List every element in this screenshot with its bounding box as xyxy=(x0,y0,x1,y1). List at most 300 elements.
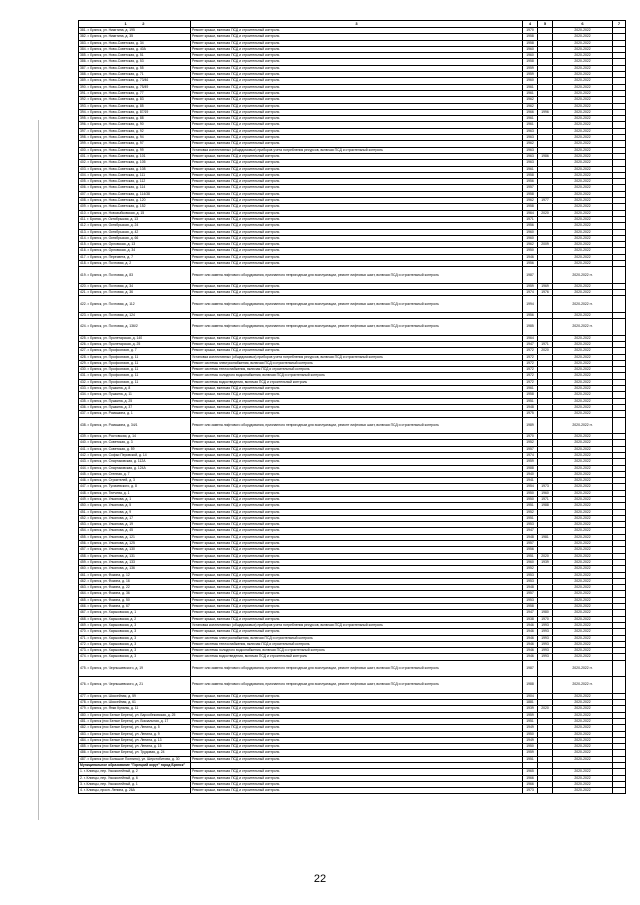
row-year-built: 1951 xyxy=(523,515,538,521)
row-work-type: Ремонт крыши, включая ПСД и строительный контроль xyxy=(191,283,523,289)
row-work-type: Ремонт крыши, включая ПСД и строительный контроль xyxy=(191,465,523,471)
row-year-built: 1951 xyxy=(523,718,538,724)
row-year-built: 1973 xyxy=(523,788,538,794)
row-period: 2020-2022 гг. xyxy=(553,417,613,434)
row-address: г. Брянск, ул. Ново-Советская, д. 34 xyxy=(87,40,144,45)
row-period: 2020-2022 xyxy=(553,379,613,385)
row-year-built: 1950 xyxy=(523,744,538,750)
row-work-type: Ремонт крыши, включая ПСД и строительный контроль xyxy=(191,40,523,46)
row-year-renovated: 1973 xyxy=(538,484,553,490)
row-period: 2020-2022 xyxy=(553,446,613,452)
row-year-built: 1962 xyxy=(523,97,538,103)
row-year-built: 1961 xyxy=(523,116,538,122)
row-number: 393. xyxy=(80,103,87,108)
row-year-built: 1989 xyxy=(523,417,538,434)
row-address: г. Брянск (пос Белые Берега), ул. Вокзальная, д. 17 xyxy=(87,718,169,723)
row-year-renovated: 1988 xyxy=(538,503,553,509)
row-year-renovated xyxy=(538,296,553,313)
row-period: 2020-2022 xyxy=(553,515,613,521)
row-work-type: Ремонт крыши, включая ПСД и строительный контроль xyxy=(191,103,523,109)
row-period: 2020-2022 xyxy=(553,404,613,410)
row-number: 458. xyxy=(80,553,87,558)
row-work-type: Ремонт крыши, включая ПСД и строительный контроль xyxy=(191,210,523,216)
row-period: 2020-2022 xyxy=(553,179,613,185)
row-address: г. Брянск, ул. Почтовая, д. 83 xyxy=(87,272,134,277)
row-work-type: Ремонт крыши, включая ПСД и строительный контроль xyxy=(191,591,523,597)
row-address: г. Брянск, ул. Октябрьская, д. 66 xyxy=(87,235,139,240)
row-address: г. Брянск, ул. Фокина, д. 12 xyxy=(87,572,130,577)
row-year-built: 1988 xyxy=(523,465,538,471)
row-work-type: Ремонт крыши, включая ПСД и строительный контроль xyxy=(191,141,523,147)
row-number: 2. xyxy=(80,775,83,780)
row-address: г. Брянск, ул. Почтовая, д. 34 xyxy=(87,283,134,288)
row-address: г. Брянск, ул. Ново-Советская, д. 112 xyxy=(87,179,146,184)
row-number: 485. xyxy=(80,744,87,749)
row-address: г. Брянск, ул. Ульянова, д. 9 xyxy=(87,509,132,514)
row-work-type: Ремонт крыши, включая ПСД и строительный контроль xyxy=(191,597,523,603)
row-address: г. Брянск, ул. Софьи Перовской, д. 14 xyxy=(87,452,147,457)
row-number: 3. xyxy=(80,781,83,786)
row-number: 394. xyxy=(80,109,87,114)
row-year-renovated xyxy=(538,788,553,794)
row-period: 2020-2022 xyxy=(553,141,613,147)
row-year-renovated: 1993 xyxy=(538,635,553,641)
row-number: 431. xyxy=(80,373,87,378)
row-number-address xyxy=(79,762,191,768)
row-year-built: 1941 xyxy=(523,478,538,484)
row-period: 2020-2022 xyxy=(553,700,613,706)
row-address: г. Брянск, ул. Ново-Советская, д. 88 xyxy=(87,116,144,121)
row-number: 423. xyxy=(80,312,87,317)
row-address: г. Брянск, ул. Ульянова, д. 19 xyxy=(87,522,134,527)
row-address: г. Брянск, ул. Спартаковская, д. 124А xyxy=(87,465,146,470)
row-number-address xyxy=(79,677,191,694)
row-work-type: Ремонт крыши, включая ПСД и строительный контроль xyxy=(191,534,523,540)
row-number: 457. xyxy=(80,547,87,552)
row-year-built: 1974 xyxy=(523,452,538,458)
row-work-type: Ремонт крыши, включая ПСД и строительный контроль xyxy=(191,235,523,241)
row-number: 477. xyxy=(80,693,87,698)
row-number: 481. xyxy=(80,718,87,723)
row-address: г. Брянск, ул. Ново-Советская, д. 111 xyxy=(87,172,145,177)
row-work-type: Ремонт крыши, включая ПСД и строительный контроль xyxy=(191,434,523,440)
row-address: г. Брянск, ул. Ново-Советская, д. 105 xyxy=(87,160,146,165)
row-year-built: 1956 xyxy=(523,547,538,553)
row-number: 417. xyxy=(80,254,87,259)
row-work-type: Ремонт крыши, включая ПСД и строительный контроль xyxy=(191,254,523,260)
row-period: 2020-2022 xyxy=(553,440,613,446)
row-year-built: 1958 xyxy=(523,604,538,610)
row-period: 2020-2022 xyxy=(553,229,613,235)
row-year-renovated: 1969 xyxy=(538,283,553,289)
row-period: 2020-2022 xyxy=(553,478,613,484)
row-number: 388. xyxy=(80,72,87,77)
row-work-type: Ремонт крыши, включая ПСД и строительный контроль xyxy=(191,471,523,477)
row-period: 2020-2022 xyxy=(553,373,613,379)
row-period: 2020-2022 xyxy=(553,604,613,610)
row-period: 2020-2022 xyxy=(553,172,613,178)
row-year-built: 1960 xyxy=(523,53,538,59)
row-work-type: Ремонт крыши, включая ПСД и строительный контроль xyxy=(191,204,523,210)
row-year-built: 1939 xyxy=(523,706,538,712)
row-work-type: Ремонт крыши, включая ПСД и строительный контроль xyxy=(191,84,523,90)
row-year-built: 1994 xyxy=(523,296,538,313)
row-number: 460. xyxy=(80,566,87,571)
row-work-type: Установка коллективных (общедомовых) приборов учета потребления ресурсов, включая ПСД и строительный контроль xyxy=(191,147,523,153)
row-address: г. Брянск (пос Большое Полпино), ул. Шерстобитова, д. 30 xyxy=(87,756,180,761)
row-work-type: Ремонт крыши, включая ПСД и строительный контроль xyxy=(191,528,523,534)
row-work-type: Ремонт крыши, включая ПСД и строительный контроль xyxy=(191,90,523,96)
row-year-renovated xyxy=(538,660,553,677)
row-number: 391. xyxy=(80,90,87,95)
row-period: 2020-2022 xyxy=(553,147,613,153)
row-number: 432. xyxy=(80,379,87,384)
row-number: 455. xyxy=(80,534,87,539)
row-year-built: 1951 xyxy=(523,398,538,404)
row-period: 2020-2022 xyxy=(553,109,613,115)
row-work-type: Ремонт крыши, включая ПСД и строительный контроль xyxy=(191,706,523,712)
row-number: 461. xyxy=(80,572,87,577)
row-period: 2020-2022 xyxy=(553,312,613,318)
row-work-type: Ремонт крыши, включая ПСД и строительный контроль xyxy=(191,553,523,559)
row-period: 2020-2022 xyxy=(553,335,613,341)
row-period: 2020-2022 xyxy=(553,34,613,40)
row-year-built: 1959 xyxy=(523,712,538,718)
row-period: 2020-2022 xyxy=(553,610,613,616)
row-address: г. Брянск, ул. Ново-Советская, д. 51 xyxy=(87,53,144,58)
row-number: 4. xyxy=(80,788,83,793)
row-address: г. Брянск, ул. Пушкина, д. 37 xyxy=(87,404,133,409)
row-work-type: Ремонт крыши, включая ПСД и строительный контроль xyxy=(191,440,523,446)
row-address: г. Брянск, ул. Янки Купалы, д. 11 xyxy=(87,706,139,711)
row-year-renovated xyxy=(538,417,553,434)
row-number: 426. xyxy=(80,341,87,346)
row-work-type: Ремонт крыши, включая ПСД и строительный контроль xyxy=(191,223,523,229)
row-extra xyxy=(613,319,626,336)
row-period: 2020-2022 xyxy=(553,254,613,260)
row-address: г. Брянск, ул. Профсоюзов, д. 11 xyxy=(87,373,139,378)
row-address: г. Брянск, ул. Профсоюзов, д. 11 xyxy=(87,379,139,384)
row-number: 408. xyxy=(80,198,87,203)
row-address: г. Брянск, ул. Ульянова, д. 45 xyxy=(87,528,134,533)
row-year-built: 1953 xyxy=(523,578,538,584)
row-year-renovated: 1960 xyxy=(538,490,553,496)
table-row xyxy=(79,267,626,284)
row-extra xyxy=(613,660,626,677)
row-work-type: Ремонт крыши, включая ПСД и строительный контроль xyxy=(191,515,523,521)
row-period: 2020-2022 xyxy=(553,547,613,553)
row-year-built: 1987 xyxy=(523,267,538,284)
row-work-type: Ремонт системы электроснабжения, включая ПСД и строительный контроль xyxy=(191,360,523,366)
col-header-work: 3 xyxy=(191,21,523,28)
row-year-built: 1951 xyxy=(523,553,538,559)
row-year-built: 1948 xyxy=(523,534,538,540)
row-work-type: Установка коллективных (общедомовых) приборов учета потребления ресурсов, включая ПСД и строительный контроль xyxy=(191,354,523,360)
row-address: г. Брянск, ул. Ульянова, д. 133 xyxy=(87,559,135,564)
row-period: 2020-2022 xyxy=(553,712,613,718)
row-work-type: Ремонт крыши, включая ПСД и строительный контроль xyxy=(191,629,523,635)
row-extra xyxy=(613,296,626,313)
row-year-built: 1956 xyxy=(523,312,538,318)
row-year-built: 1956 xyxy=(523,179,538,185)
row-year-built: 1958 xyxy=(523,392,538,398)
row-address: г. Брянск, ул. Ново-Советская, д. 73/46 xyxy=(87,78,149,83)
row-period: 2020-2022 xyxy=(553,706,613,712)
row-work-type: Ремонт крыши, включая ПСД и строительный контроль xyxy=(191,179,523,185)
row-year-built: 1972 xyxy=(523,379,538,385)
row-address: г. Брянск, ул. Ново-Советская, д. 53 xyxy=(87,59,144,64)
row-address: г. Брянск, ул. Харьковская, д. 3 xyxy=(87,629,137,634)
row-number: 404. xyxy=(80,172,87,177)
row-work-type: Ремонт крыши, включая ПСД и строительный контроль xyxy=(191,153,523,159)
row-year-built: 1951 xyxy=(523,503,538,509)
row-number: 415. xyxy=(80,242,87,247)
row-year-built: 1961 xyxy=(523,122,538,128)
row-address: г. Брянск (пос Белые Берега), ул. Трудовая, д. 24 xyxy=(87,750,165,755)
row-year-built: 1966 xyxy=(523,109,538,115)
row-address: г. Брянск, ул. Ново-Советская, д. 101 xyxy=(87,153,146,158)
row-address: Муниципальное образование "Горецкий округ" город Брянск" xyxy=(80,762,186,767)
row-year-built: 1974 xyxy=(523,290,538,296)
row-year-built: 1957 xyxy=(523,591,538,597)
row-period: 2020-2022 xyxy=(553,490,613,496)
row-address: г. Брянск, ул. Ново-Советская, д. 77 xyxy=(87,90,144,95)
row-year-built: 1963 xyxy=(523,160,538,166)
margin-line xyxy=(38,120,39,820)
row-address: г. Брянск, ул. Ромашина, д. 34/1 xyxy=(87,422,138,427)
row-year-built: 1961 xyxy=(523,166,538,172)
row-year-built: 1972 xyxy=(523,373,538,379)
row-year-built: 1959 xyxy=(523,65,538,71)
row-year-built: 1963 xyxy=(523,147,538,153)
column-header-row xyxy=(79,21,626,28)
row-address: г. Брянск, ул. Строителей, д. 3 xyxy=(87,478,135,483)
row-year-renovated: 1993 xyxy=(538,648,553,654)
row-period: 2020-2022 xyxy=(553,72,613,78)
row-period: 2020-2022 xyxy=(553,654,613,660)
row-address: г. Брянск, ул. Ульянова, д. 130 xyxy=(87,547,135,552)
row-year-built: 1960 xyxy=(523,78,538,84)
row-number: 472. xyxy=(80,641,87,646)
row-address: г. Брянск, ул. Ново-Советская, д. 97 xyxy=(87,141,144,146)
row-period: 2020-2022 гг. xyxy=(553,296,613,313)
row-year-built: 1953 xyxy=(523,522,538,528)
row-address: г. Брянск, ул. Никитина, д. 35 xyxy=(87,34,134,39)
row-work-type: Ремонт системы холодного водоснабжения, включая ПСД и строительный контроль xyxy=(191,648,523,654)
col-header-address: 1 2 xyxy=(79,21,191,28)
row-year-renovated: 2020 xyxy=(538,553,553,559)
row-address: г. Брянск, ул. Профсоюзов, д. 7 xyxy=(87,348,137,353)
row-work-type: Ремонт или замена лифтового оборудования, признанного непригодным для эксплуатации, ремонт лифтовых шахт, включая ПСД и строительный контроль xyxy=(191,267,523,284)
row-work-type: Ремонт крыши, включая ПСД и строительный контроль xyxy=(191,459,523,465)
row-period: 2020-2022 xyxy=(553,553,613,559)
row-period: 2020-2022 xyxy=(553,46,613,52)
row-work-type: Ремонт крыши, включая ПСД и строительный контроль xyxy=(191,604,523,610)
row-number: 416. xyxy=(80,248,87,253)
row-work-type: Ремонт крыши, включая ПСД и строительный контроль xyxy=(191,28,523,34)
row-address: г. Брянск, ул. Пушкина, д. 8 xyxy=(87,386,131,391)
row-address: г. Брянск, ул. Ново-Советская, д. 87/19 xyxy=(87,109,149,114)
row-work-type: Ремонт крыши, включая ПСД и строительный контроль xyxy=(191,559,523,565)
row-work-type: Ремонт крыши, включая ПСД и строительный контроль xyxy=(191,503,523,509)
row-year-built: 1963 xyxy=(523,153,538,159)
row-number: 462. xyxy=(80,578,87,583)
row-period: 2020-2022 xyxy=(553,648,613,654)
row-address: г. Брянск, ул. Почтовая, д. 124 xyxy=(87,312,135,317)
row-address: г. Брянск (пос Белые Берега), ул. Ленина, д. 13 xyxy=(87,737,162,742)
row-period: 2020-2022 xyxy=(553,103,613,109)
row-year-built: 1948 xyxy=(523,404,538,410)
row-year-built: 1958 xyxy=(523,34,538,40)
row-year-built: 1958 xyxy=(523,40,538,46)
row-number: 473. xyxy=(80,648,87,653)
row-year-built: 1962 xyxy=(523,103,538,109)
row-period: 2020-2022 xyxy=(553,484,613,490)
row-number-address xyxy=(79,756,191,762)
row-year-built: 1958 xyxy=(523,191,538,197)
table-row xyxy=(79,319,626,336)
row-number: 486. xyxy=(80,750,87,755)
row-year-renovated: 1971 xyxy=(538,497,553,503)
row-work-type: Ремонт крыши, включая ПСД и строительный контроль xyxy=(191,404,523,410)
row-address: г. Брянск, ул. Почтовая, д. 2 xyxy=(87,260,132,265)
row-number: 480. xyxy=(80,712,87,717)
row-address: г. Брянск, ул. Ромашина, д. 1 xyxy=(87,411,133,416)
row-work-type: Ремонт крыши, включая ПСД и строительный контроль xyxy=(191,122,523,128)
row-work-type: Ремонт или замена лифтового оборудования, признанного непригодным для эксплуатации, ремонт лифтовых шахт, включая ПСД и строительный контроль xyxy=(191,660,523,677)
row-number: 482. xyxy=(80,725,87,730)
row-address: г. Брянск, ул. Ульянова, д. 1 xyxy=(87,497,132,501)
row-address: г. Брянск, ул. Профсоюзов, д. 11 xyxy=(87,360,139,365)
row-address: г. Брянск, ул. Профсоюзов, д. 11 xyxy=(87,367,139,372)
row-address: г. Брянск, ул. Советская, д. 59 xyxy=(87,446,135,451)
row-year-built: 1956 xyxy=(523,223,538,229)
row-work-type: Ремонт крыши, включая ПСД и строительный контроль xyxy=(191,198,523,204)
row-address: г. Брянск, ул. Почтовая, д. 112 xyxy=(87,301,135,306)
row-period: 2020-2022 xyxy=(553,725,613,731)
row-period: 2020-2022 xyxy=(553,185,613,191)
row-work-type: Ремонт крыши, включая ПСД и строительный контроль xyxy=(191,750,523,756)
row-work-type: Ремонт системы электроснабжения, включая ПСД и строительный контроль xyxy=(191,635,523,641)
row-work-type: Ремонт крыши, включая ПСД и строительный контроль xyxy=(191,737,523,743)
row-address: г. Брянск, ул. Ново-Советская, д. 108 xyxy=(87,166,146,171)
row-number: 403. xyxy=(80,166,87,171)
row-number: 449. xyxy=(80,497,87,501)
row-year-built: 1966 xyxy=(523,775,538,781)
row-year-built: 1957 xyxy=(523,541,538,547)
row-year-built: 1946 xyxy=(523,622,538,628)
row-year-built: 1971 xyxy=(523,216,538,222)
row-period: 2020-2022 xyxy=(553,452,613,458)
row-year-built: 1881 xyxy=(523,700,538,706)
row-period: 2020-2022 xyxy=(553,90,613,96)
row-work-type: Ремонт крыши, включая ПСД и строительный контроль xyxy=(191,166,523,172)
row-year-built: 1972 xyxy=(523,354,538,360)
row-work-type: Ремонт крыши, включая ПСД и строительный контроль xyxy=(191,411,523,417)
row-work-type: Ремонт системы теплоснабжения, включая ПСД и строительный контроль xyxy=(191,641,523,647)
row-number: 447. xyxy=(80,484,87,489)
row-number-address xyxy=(79,267,191,284)
row-year-built: 1959 xyxy=(523,283,538,289)
row-number-address xyxy=(79,417,191,434)
row-year-built: 1963 xyxy=(523,135,538,141)
row-number: 439. xyxy=(80,434,87,439)
row-period: 2020-2022 гг. xyxy=(553,319,613,336)
row-number: 405. xyxy=(80,179,87,184)
row-work-type: Ремонт системы водоотведения, включая ПСД и строительный контроль xyxy=(191,379,523,385)
row-period: 2020-2022 xyxy=(553,781,613,787)
row-work-type: Ремонт крыши, включая ПСД и строительный контроль xyxy=(191,116,523,122)
row-address: г. Брянск, ул. Харьковская, д. 3 xyxy=(87,641,137,646)
works-table-sheet xyxy=(78,20,625,794)
row-address: г. Брянск, ул. Ново-Советская, д. 92 xyxy=(87,128,144,133)
row-number: 446. xyxy=(80,478,87,483)
row-address: г. Клинцы, пер. Узкоколейный, д. 1 xyxy=(83,781,138,786)
row-address: г. Брянск, ул. Ново-Советская, д. 99 xyxy=(87,147,144,152)
row-number: 407. xyxy=(80,191,87,196)
row-number: 438. xyxy=(80,422,87,427)
row-number-address xyxy=(79,712,191,718)
row-number: 440. xyxy=(80,440,87,445)
row-number: 399. xyxy=(80,141,87,146)
row-number: 425. xyxy=(80,335,87,340)
row-year-built: 1949 xyxy=(523,725,538,731)
row-year-built: 1946 xyxy=(523,629,538,635)
row-year-renovated xyxy=(538,319,553,336)
row-period: 2020-2022 xyxy=(553,128,613,134)
row-number: 451. xyxy=(80,509,87,514)
row-number: 478. xyxy=(80,700,87,705)
row-work-type: Ремонт крыши, включая ПСД и строительный контроль xyxy=(191,109,523,115)
row-number: 395. xyxy=(80,116,87,121)
row-year-built: 1946 xyxy=(523,648,538,654)
row-year-built: 1957 xyxy=(523,185,538,191)
table-row xyxy=(79,660,626,677)
row-year-built: 1950 xyxy=(523,497,538,503)
row-period: 2020-2022 xyxy=(553,616,613,622)
row-number: 463. xyxy=(80,585,87,590)
row-work-type: Ремонт крыши, включая ПСД и строительный контроль xyxy=(191,572,523,578)
row-address: г. Брянск (пос Белые Берега), ул. Ленина, д. 5 xyxy=(87,725,160,730)
row-work-type: Ремонт крыши, включая ПСД и строительный контроль xyxy=(191,248,523,254)
row-address: г. Брянск, ул. Ново-Советская, д. 114 xyxy=(87,185,146,190)
row-address: г. Клинцы, просп. Ленина, д. 26А xyxy=(83,788,135,793)
row-period: 2020-2022 xyxy=(553,84,613,90)
row-number: 471. xyxy=(80,635,87,640)
row-year-renovated xyxy=(538,677,553,694)
row-year-built: 1964 xyxy=(523,335,538,341)
row-address: г. Брянск, ул. Пролетарская, д. 140 xyxy=(87,335,143,340)
row-year-built: 1957 xyxy=(523,446,538,452)
row-address: г. Брянск, ул. Пушкина, д. 11 xyxy=(87,392,132,397)
row-year-built: 1961 xyxy=(523,386,538,392)
row-number-address xyxy=(79,296,191,313)
row-work-type: Ремонт крыши, включая ПСД и строительный контроль xyxy=(191,693,523,699)
row-year-built: 1960 xyxy=(523,229,538,235)
row-period: 2020-2022 xyxy=(553,360,613,366)
row-number: 382. xyxy=(80,34,87,39)
col-header-extra: 7 xyxy=(613,21,626,28)
row-work-type: Ремонт крыши, включая ПСД и строительный контроль xyxy=(191,185,523,191)
row-period: 2020-2022 xyxy=(553,635,613,641)
row-address: г. Брянск, ул. Ново-Советская, д. 114/38 xyxy=(87,191,150,196)
row-work-type: Ремонт крыши, включая ПСД и строительный контроль xyxy=(191,744,523,750)
row-work-type: Ремонт крыши, включая ПСД и строительный контроль xyxy=(191,335,523,341)
row-address: г. Брянск, ул. Пересвета, д. 7 xyxy=(87,254,133,259)
row-year-built: 1953 xyxy=(523,597,538,603)
row-year-renovated: 1939 xyxy=(538,559,553,565)
row-year-renovated xyxy=(538,267,553,284)
